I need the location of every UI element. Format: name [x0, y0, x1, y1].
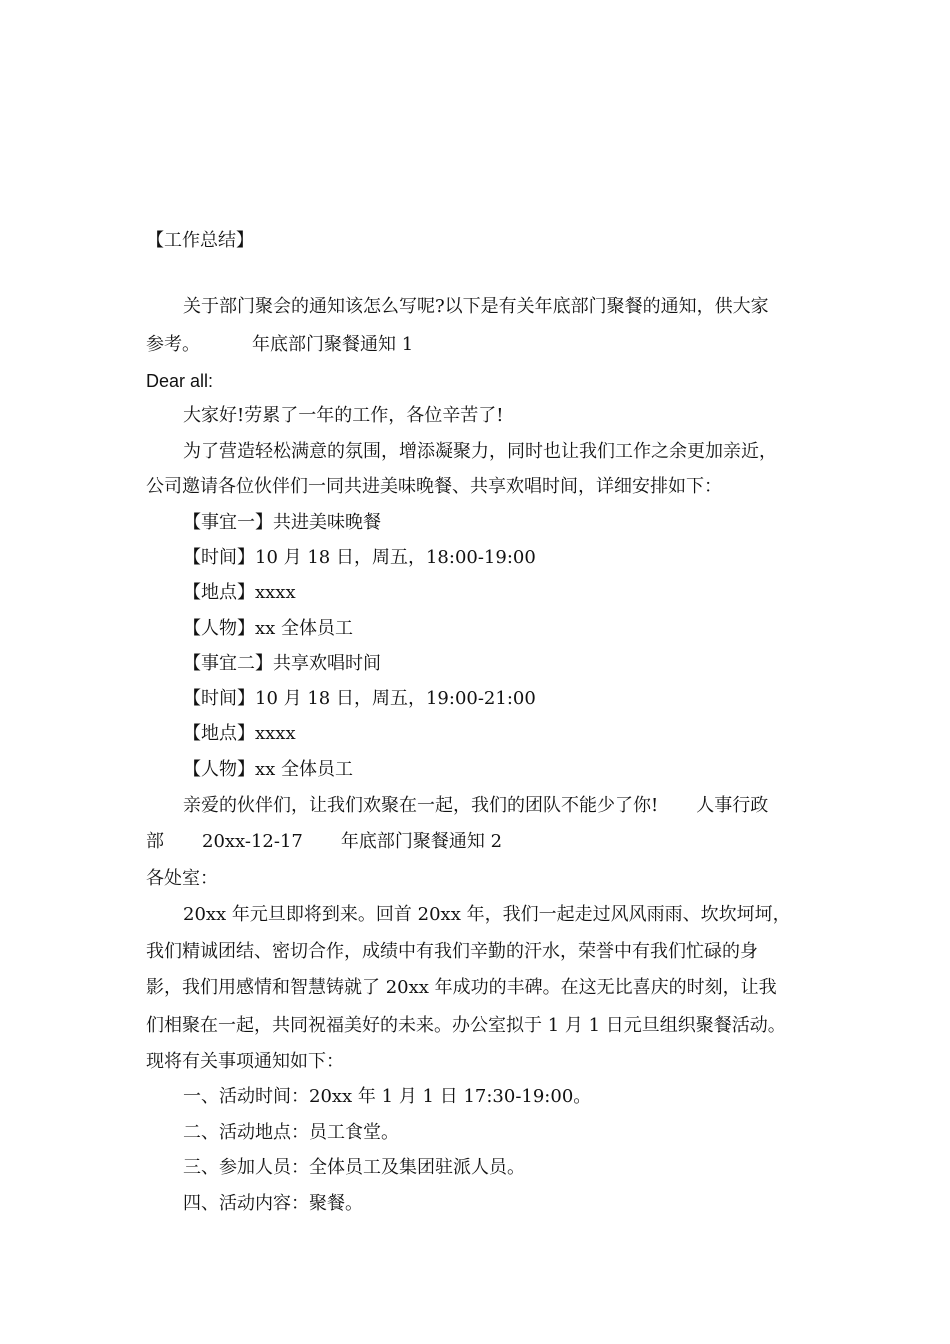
notice-1-item: 【地点】xxxx	[183, 723, 296, 744]
notice-2-item: 四、活动内容：聚餐。	[183, 1193, 363, 1214]
notice-1-closing-text: 亲爱的伙伴们，让我们欢聚在一起，我们的团队不能少了你!	[183, 795, 659, 816]
notice-1-signature	[146, 830, 826, 854]
notice-2-item: 三、参加人员：全体员工及集团驻派人员。	[183, 1157, 525, 1178]
notice-2-greeting: 各处室：	[146, 868, 218, 889]
notice-1-paragraph-2-line-2: 公司邀请各位伙伴们一同共进美味晚餐、共享欢唱时间，详细安排如下：	[146, 476, 722, 497]
notice-1-signer: 人事行政	[696, 795, 769, 816]
section-header: 【工作总结】	[146, 230, 254, 251]
notice-2-body-line: 们相聚在一起，共同祝福美好的未来。办公室拟于 1 月 1 日元旦组织聚餐活动。	[146, 1015, 786, 1036]
notice-1-item: 【地点】xxxx	[183, 582, 296, 603]
notice-1-item: 【人物】xx 全体员工	[183, 759, 354, 780]
notice-1-paragraph-2-line-1: 为了营造轻松满意的氛围，增添凝聚力，同时也让我们工作之余更加亲近，	[183, 441, 777, 462]
notice-2-item: 二、活动地点：员工食堂。	[183, 1122, 399, 1143]
notice-2-body-line: 20xx 年元旦即将到来。回首 20xx 年，我们一起走过风风雨雨、坎坎坷坷，	[183, 904, 791, 925]
notice-2-item: 一、活动时间：20xx 年 1 月 1 日 17:30-19:00。	[183, 1086, 592, 1107]
notice-1-date: 20xx-12-17	[202, 831, 303, 852]
notice-2-body-line: 影，我们用感情和智慧铸就了 20xx 年成功的丰碑。在这无比喜庆的时刻，让我	[146, 977, 777, 998]
notice-1-signer-end: 部	[146, 831, 164, 852]
notice-1-item: 【事宜二】共享欢唱时间	[183, 653, 381, 674]
notice-1-title: 年底部门聚餐通知 1	[252, 334, 414, 355]
notice-1-item: 【人物】xx 全体员工	[183, 618, 354, 639]
notice-1-greeting: Dear all:	[146, 371, 214, 391]
intro-line-2-text: 参考。	[146, 334, 200, 355]
notice-2-body-line: 现将有关事项通知如下：	[146, 1051, 344, 1072]
intro-line-2	[146, 333, 826, 357]
notice-1-item: 【时间】10 月 18 日，周五，18:00-19:00	[183, 547, 536, 568]
notice-1-item: 【时间】10 月 18 日，周五，19:00-21:00	[183, 688, 536, 709]
notice-2-title: 年底部门聚餐通知 2	[340, 831, 503, 852]
notice-1-closing	[183, 794, 823, 818]
notice-1-item: 【事宜一】共进美味晚餐	[183, 512, 381, 533]
notice-1-paragraph-1: 大家好!劳累了一年的工作，各位辛苦了!	[183, 405, 504, 426]
notice-2-body-line: 我们精诚团结、密切合作，成绩中有我们辛勤的汗水，荣誉中有我们忙碌的身	[146, 941, 758, 962]
intro-line-1: 关于部门聚会的通知该怎么写呢?以下是有关年底部门聚餐的通知，供大家	[183, 296, 769, 317]
